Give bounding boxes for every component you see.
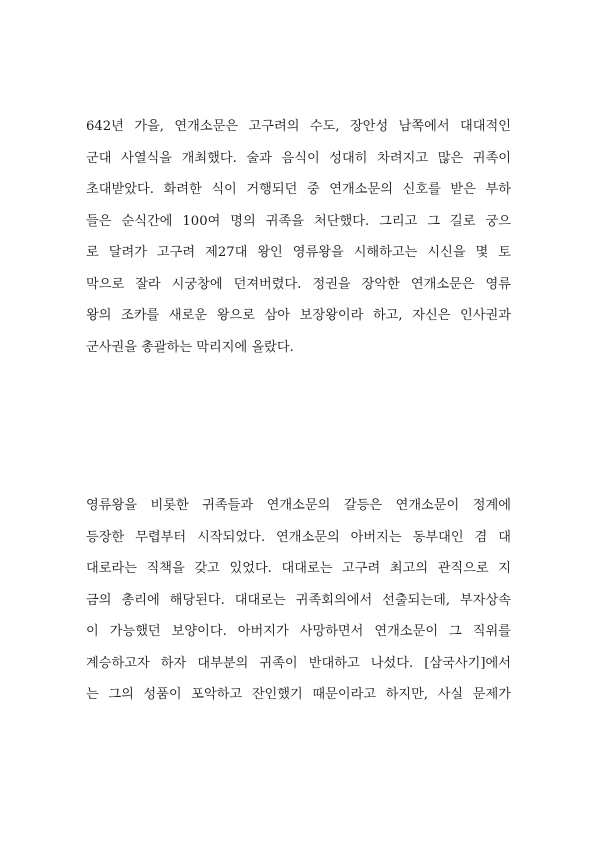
text-line: 막으로 잘라 시궁창에 던져버렸다. 정권을 장악한 연개소문은 영류 [86, 276, 511, 292]
text-line: 군대 사열식을 개최했다. 술과 음식이 성대히 차려지고 많은 귀족이 [86, 150, 511, 166]
text-line: 들은 순식간에 100여 명의 귀족을 처단했다. 그리고 그 길로 궁으 [86, 213, 511, 229]
text-line: 군사권을 총괄하는 막리지에 올랐다. [86, 339, 294, 355]
text-line: 영류왕을 비롯한 귀족들과 연개소문의 갈등은 연개소문이 정계에 [86, 498, 511, 513]
text-line: 는 그의 성품이 포악하고 잔인했기 때문이라고 하지만, 사실 문제가 [86, 687, 511, 702]
text-line: 초대받았다. 화려한 식이 거행되던 중 연개소문의 신호를 받은 부하 [86, 182, 511, 197]
text-line: 로 달려가 고구려 제27대 왕인 영류왕을 시해하고는 시신을 몇 토 [86, 245, 511, 260]
text-line: 왕의 조카를 새로운 왕으로 삼아 보장왕이라 하고, 자신은 인사권과 [86, 308, 511, 323]
text-line: 등장한 무렵부터 시작되었다. 연개소문의 아버지는 동부대인 겸 대 [86, 529, 511, 545]
text-line: 금의 총리에 해당된다. 대대로는 귀족회의에서 선출되는데, 부자상속 [86, 592, 511, 608]
text-line: 대로라는 직책을 갖고 있었다. 대대로는 고구려 최고의 관직으로 지 [86, 561, 511, 576]
text-line: 계승하고자 하자 대부분의 귀족이 반대하고 나섰다. [삼국사기]에서 [86, 655, 511, 671]
text-line: 이 가능했던 보양이다. 아버지가 사망하면서 연개소문이 그 직위를 [86, 624, 511, 639]
text-line: 642년 가을, 연개소문은 고구려의 수도, 장안성 남쪽에서 대대적인 [86, 119, 511, 134]
paragraph-2 [86, 490, 511, 711]
paragraph-1 [86, 111, 511, 363]
